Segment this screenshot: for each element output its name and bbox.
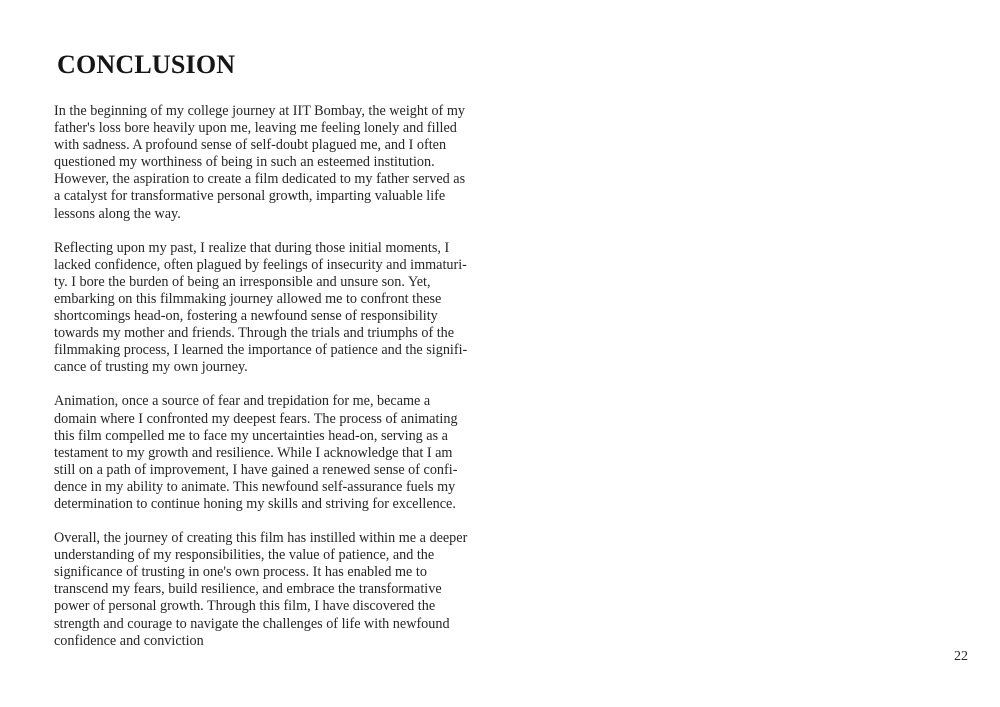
text-line: determination to continue honing my skills and striving for excellence. [54,495,456,512]
page-title: CONCLUSION [57,50,236,79]
text-line: However, the aspiration to create a film dedicated to my father served as [54,171,466,188]
body-text [54,103,479,667]
text-line: power of personal growth. Through this film, I have discovered the [54,598,436,615]
paragraph-4 [54,530,479,650]
text-line: embarking on this filmmaking journey allowed me to confront these [54,290,442,307]
text-line: lacked confidence, often plagued by feelings of insecurity and immaturi- [54,256,467,273]
page-number: 22 [954,649,968,664]
text-line: In the beginning of my college journey at IIT Bombay, the weight of my [54,103,465,119]
text-line: dence in my ability to animate. This newfound self-assurance fuels my [54,478,456,495]
text-line: this film compelled me to face my uncertainties head-on, serving as a [54,427,448,444]
paragraph-2 [54,240,479,377]
text-line: strength and courage to navigate the challenges of life with newfound [54,615,450,632]
text-line: shortcomings head-on, fostering a newfound sense of responsibility [54,308,438,325]
text-line: questioned my worthiness of being in such an esteemed institution. [54,154,435,171]
text-line: understanding of my responsibilities, the value of patience, and the [54,547,435,564]
text-line: Animation, once a source of fear and trepidation for me, became a [54,393,431,410]
text-line: lessons along the way. [54,205,181,222]
text-line: confidence and conviction [54,632,204,649]
text-line: still on a path of improvement, I have gained a renewed sense of confi- [54,461,458,478]
text-line: transcend my fears, build resilience, and embrace the transformative [54,581,442,598]
text-line: cance of trusting my own journey. [54,359,248,376]
paragraph-3 [54,393,479,513]
paragraph-1 [54,103,479,223]
text-line: with sadness. A profound sense of self-doubt plagued me, and I often [54,137,447,154]
text-line: a catalyst for transformative personal growth, imparting valuable life [54,188,446,205]
text-line: Reflecting upon my past, I realize that during those initial moments, I [54,239,450,256]
text-line: Overall, the journey of creating this film has instilled within me a deeper [54,530,468,547]
text-line: ty. I bore the burden of being an irresponsible and unsure son. Yet, [54,273,431,290]
text-line: towards my mother and friends. Through the trials and triumphs of the [54,325,455,342]
text-line: domain where I confronted my deepest fears. The process of animating [54,410,458,427]
text-line: filmmaking process, I learned the importance of patience and the signifi- [54,342,468,359]
text-line: father's loss bore heavily upon me, leaving me feeling lonely and filled [54,120,457,137]
text-line: significance of trusting in one's own process. It has enabled me to [54,564,427,581]
text-line: testament to my growth and resilience. While I acknowledge that I am [54,444,453,461]
